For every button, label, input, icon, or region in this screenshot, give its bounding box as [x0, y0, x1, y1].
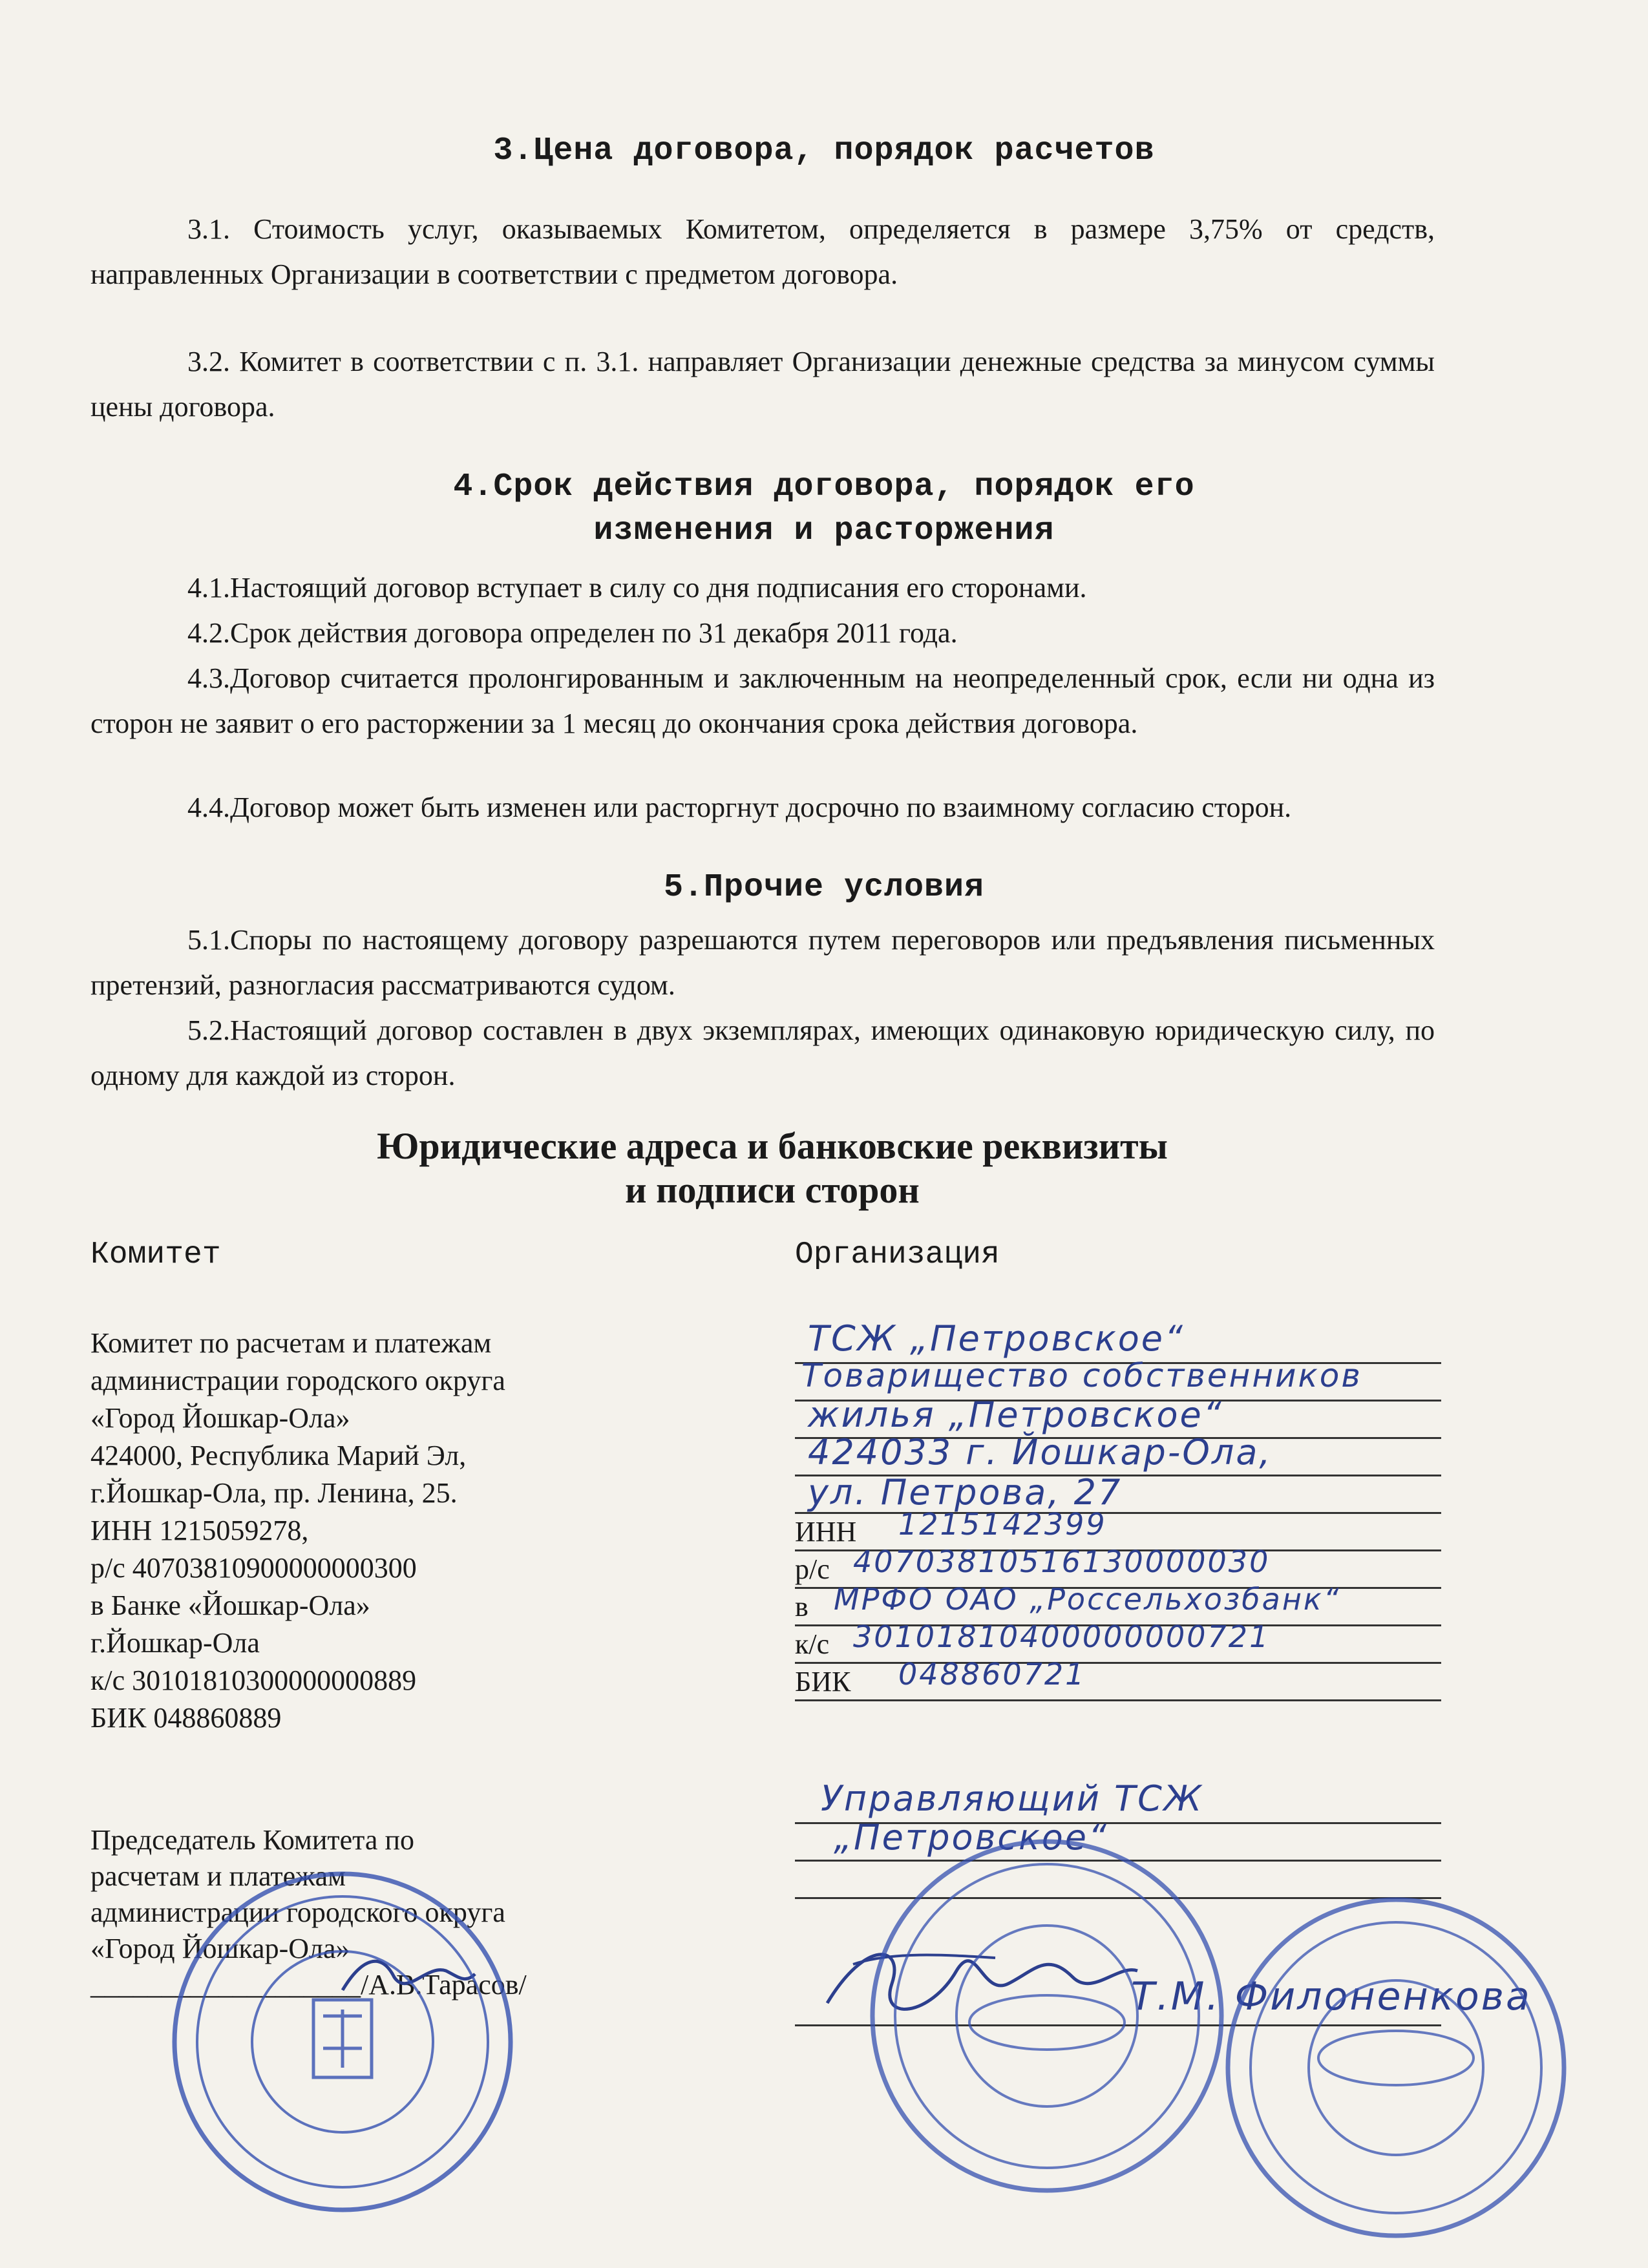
- handwritten-rs: 40703810516130000030: [853, 1544, 1271, 1579]
- section-5-heading: 5.Прочие условия: [663, 869, 985, 906]
- handwritten-signature-name: Т.М. Филоненкова: [1131, 1974, 1532, 2019]
- signer-line: Председатель Комитета по: [90, 1824, 414, 1856]
- clause-4-3: 4.3.Договор считается пролонгированным и заключенным на неопределенный срок, если ни одна из сторон не заявит о его расторжении за 1 месяц до окончания срока действия договора.: [90, 662, 1435, 739]
- committee-line: г.Йошкар-Ола: [90, 1627, 260, 1659]
- committee-line: р/с 40703810900000000300: [90, 1552, 417, 1584]
- clause-4-4: 4.4.Договор может быть изменен или расторгнут досрочно по взаимному согласию сторон.: [187, 792, 1292, 823]
- handwritten-ks: 30101810400000000721: [853, 1619, 1271, 1654]
- clause-4-1: 4.1.Настоящий договор вступает в силу со дня подписания его сторонами.: [187, 572, 1087, 604]
- committee-line: «Город Йошкар-Ола»: [90, 1402, 350, 1434]
- committee-round-stamp: [162, 1861, 523, 2223]
- clause-3-1: 3.1. Стоимость услуг, оказываемых Комитетом, определяется в размере 3,75% от средств, направленных Организации в соответствии с предметом договора.: [90, 213, 1435, 290]
- committee-line: БИК 048860889: [90, 1702, 282, 1734]
- clause-5-1: 5.1.Споры по настоящему договору разрешаются путем переговоров или предъявления письменных претензий, разногласия рассматриваются судом.: [90, 924, 1435, 1001]
- handwritten-org-short: ТСЖ „Петровское“: [808, 1318, 1185, 1359]
- bank-label: в: [795, 1591, 808, 1622]
- committee-line: в Банке «Йошкар-Ола»: [90, 1590, 370, 1621]
- handwritten-inn: 1215142399: [898, 1507, 1107, 1542]
- committee-line: Комитет по расчетам и платежам: [90, 1327, 492, 1359]
- org-bik-row: [795, 1662, 1441, 1701]
- handwritten-bank: МРФО ОАО „Россельхозбанк“: [834, 1582, 1341, 1617]
- committee-line: 424000, Республика Марий Эл,: [90, 1440, 467, 1471]
- signer-line: «Город Йошкар-Ола»: [90, 1933, 350, 1964]
- handwritten-position-1: Управляющий ТСЖ: [821, 1778, 1203, 1819]
- committee-line: г.Йошкар-Ола, пр. Ленина, 25.: [90, 1477, 458, 1509]
- rs-label: р/с: [795, 1553, 830, 1585]
- organization-label: Организация: [795, 1237, 1000, 1272]
- requisites-title-line2: и подписи сторон: [625, 1169, 920, 1211]
- signer-name: ___________________/А.В.Тарасов/: [90, 1969, 527, 2000]
- organization-round-stamp-1: [860, 1829, 1234, 2203]
- committee-label: Комитет: [90, 1237, 221, 1272]
- handwritten-org-full: Товарищество собственников: [801, 1357, 1362, 1394]
- handwritten-address-2: ул. Петрова, 27: [808, 1472, 1123, 1513]
- requisites-title-line1: Юридические адреса и банковские реквизиты: [377, 1125, 1168, 1167]
- committee-details: [90, 1325, 801, 1737]
- committee-line: администрации городского округа: [90, 1365, 505, 1396]
- clause-5-2: 5.2.Настоящий договор составлен в двух экземплярах, имеющих одинаковую юридическую силу, по одному для каждой из сторон.: [90, 1014, 1435, 1091]
- committee-line: ИНН 1215059278,: [90, 1515, 309, 1546]
- clause-3-2: 3.2. Комитет в соответствии с п. 3.1. направляет Организации денежные средства за минусом суммы цены договора.: [90, 346, 1435, 423]
- organization-round-stamp-2: [1215, 1887, 1577, 2249]
- handwritten-position-2: „Петровское“: [834, 1817, 1108, 1858]
- section-4-heading-line2: изменения и расторжения: [593, 512, 1055, 549]
- section-3-heading: 3.Цена договора, порядок расчетов: [493, 132, 1155, 169]
- handwritten-address-1: 424033 г. Йошкар-Ола,: [808, 1432, 1273, 1473]
- signer-line: администрации городского округа: [90, 1896, 505, 1928]
- committee-line: к/с 30101810300000000889: [90, 1664, 417, 1696]
- ks-label: к/с: [795, 1628, 830, 1660]
- handwritten-bik: 048860721: [898, 1657, 1086, 1692]
- clause-4-2: 4.2.Срок действия договора определен по 31 декабря 2011 года.: [187, 617, 958, 649]
- handwritten-org-full-2: жилья „Петровское“: [808, 1394, 1223, 1435]
- inn-label: ИНН: [795, 1516, 857, 1548]
- bik-label: БИК: [795, 1666, 851, 1697]
- section-4-heading-line1: 4.Срок действия договора, порядок его: [453, 468, 1195, 505]
- signer-line: расчетам и платежам: [90, 1860, 346, 1892]
